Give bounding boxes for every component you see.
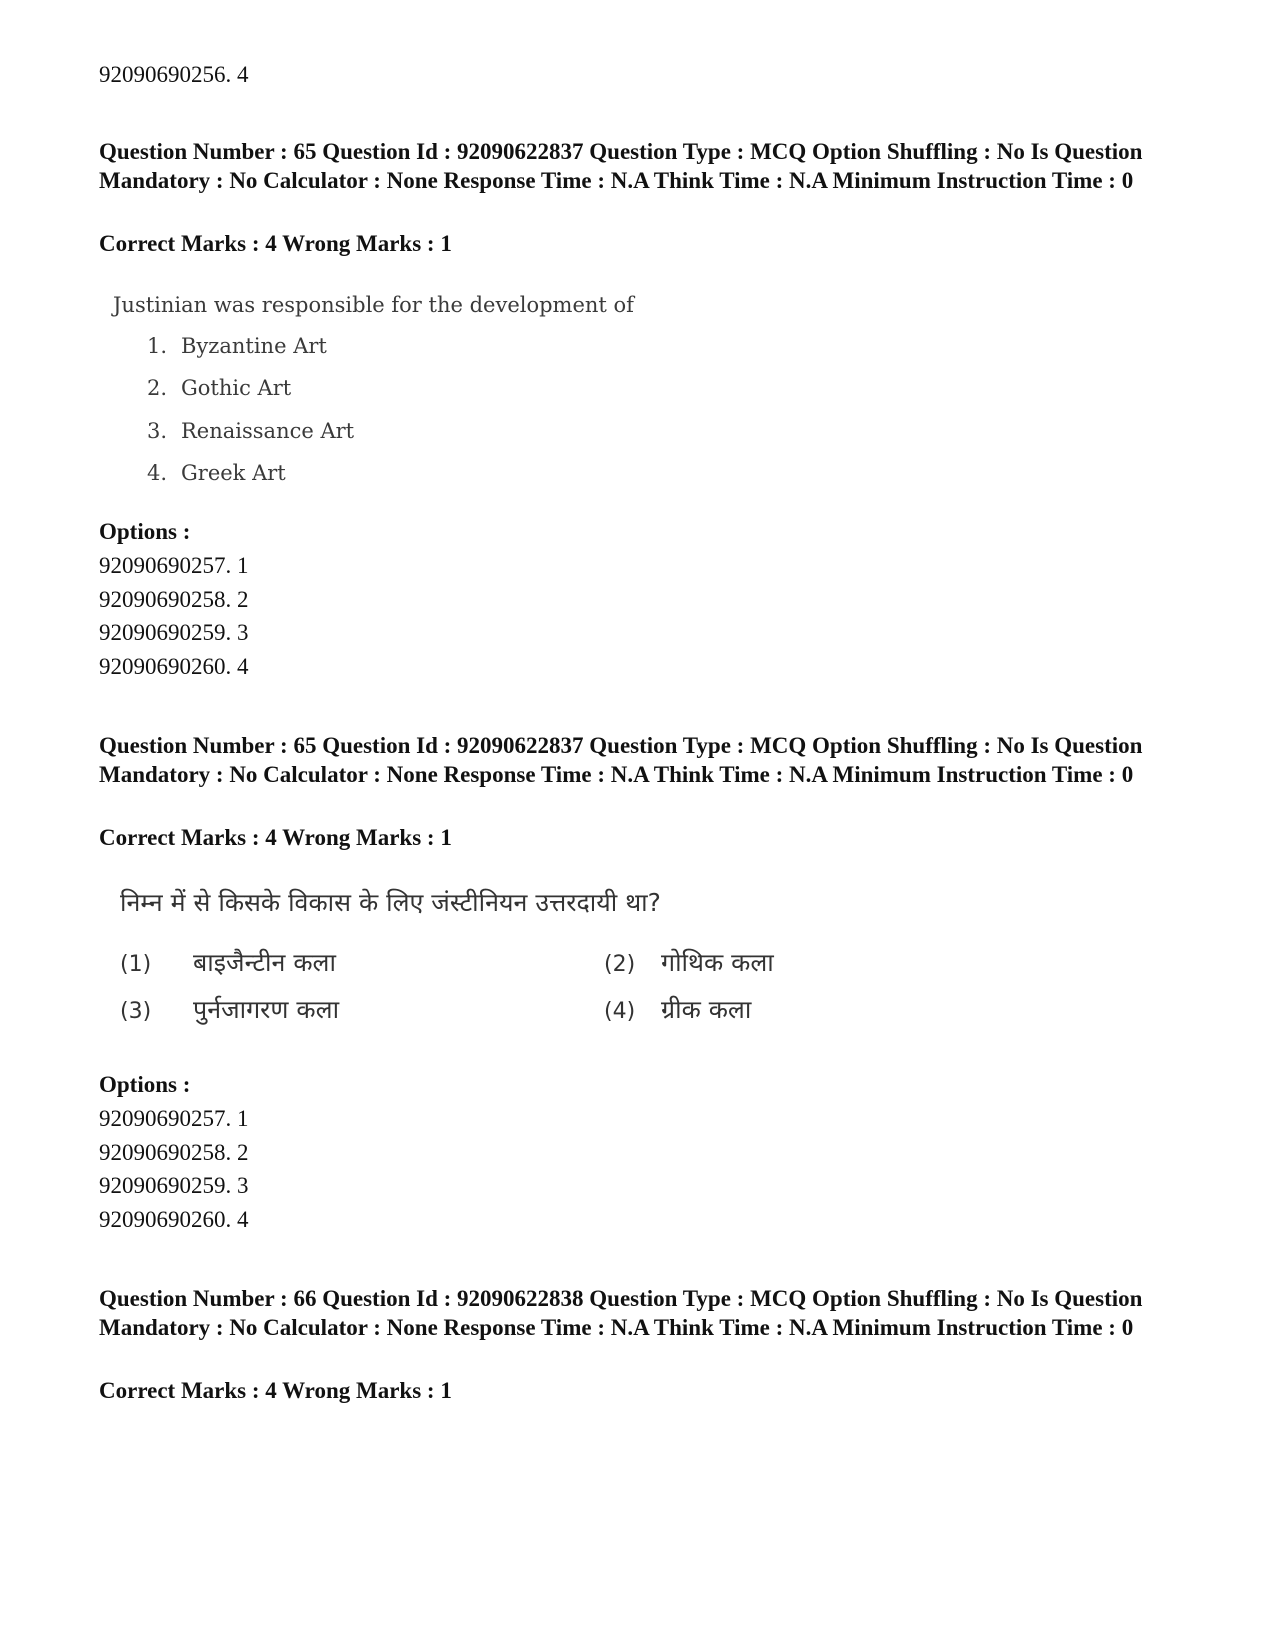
question-meta: Question Number : 65 Question Id : 92090622837 Question Type : MCQ Option Shuffling : No Is Question Mandatory : No Calculator : None Response Time : N.A Think Time : N.A Minimum Instruction Time : 0 <box>99 139 1143 193</box>
choice-number: 3. <box>147 419 168 443</box>
choice-item <box>147 418 354 444</box>
option-line: 92090690258. 2 <box>99 1140 249 1165</box>
choice-number: 4. <box>147 461 168 485</box>
choice-text: ग्रीक कला <box>661 995 752 1024</box>
choice-text: Gothic Art <box>181 376 292 400</box>
option-line: 92090690258. 2 <box>99 587 249 612</box>
question-stem: Justinian was responsible for the development of <box>113 293 634 317</box>
question-marks: Correct Marks : 4 Wrong Marks : 1 <box>99 231 452 256</box>
option-line: 92090690260. 4 <box>99 1207 249 1232</box>
option-line: 92090690259. 3 <box>99 1173 249 1198</box>
choice-number: (1) <box>120 952 152 977</box>
question-meta: Question Number : 65 Question Id : 92090622837 Question Type : MCQ Option Shuffling : No Is Question Mandatory : No Calculator : None Response Time : N.A Think Time : N.A Minimum Instruction Time : 0 <box>99 733 1143 787</box>
choice-item <box>147 375 291 401</box>
choice-number: (4) <box>604 999 636 1024</box>
question-marks: Correct Marks : 4 Wrong Marks : 1 <box>99 825 452 850</box>
option-line: 92090690257. 1 <box>99 553 249 578</box>
option-line: 92090690257. 1 <box>99 1106 249 1131</box>
choice-number: (2) <box>604 952 636 977</box>
choice-item <box>147 333 327 359</box>
options-label: Options : <box>99 519 191 544</box>
choice-item <box>147 460 286 486</box>
choice-text: पुर्नजागरण कला <box>193 995 340 1024</box>
choice-text: गोथिक कला <box>661 948 774 977</box>
choice-text: Byzantine Art <box>181 334 327 358</box>
choice-text: Greek Art <box>181 461 286 485</box>
choice-text: बाइजैन्टीन कला <box>193 948 336 977</box>
option-line: 92090690256. 4 <box>99 62 249 87</box>
choice-number: 2. <box>147 376 168 400</box>
choice-number: (3) <box>120 999 152 1024</box>
question-marks: Correct Marks : 4 Wrong Marks : 1 <box>99 1378 452 1403</box>
option-line: 92090690260. 4 <box>99 654 249 679</box>
question-meta: Question Number : 66 Question Id : 92090622838 Question Type : MCQ Option Shuffling : No Is Question Mandatory : No Calculator : None Response Time : N.A Think Time : N.A Minimum Instruction Time : 0 <box>99 1286 1143 1340</box>
option-line: 92090690259. 3 <box>99 620 249 645</box>
question-stem: निम्न में से किसके विकास के लिए जंस्टीनियन उत्तरदायी था? <box>120 888 661 917</box>
choice-number: 1. <box>147 334 168 358</box>
options-label: Options : <box>99 1072 191 1097</box>
choice-text: Renaissance Art <box>181 419 355 443</box>
